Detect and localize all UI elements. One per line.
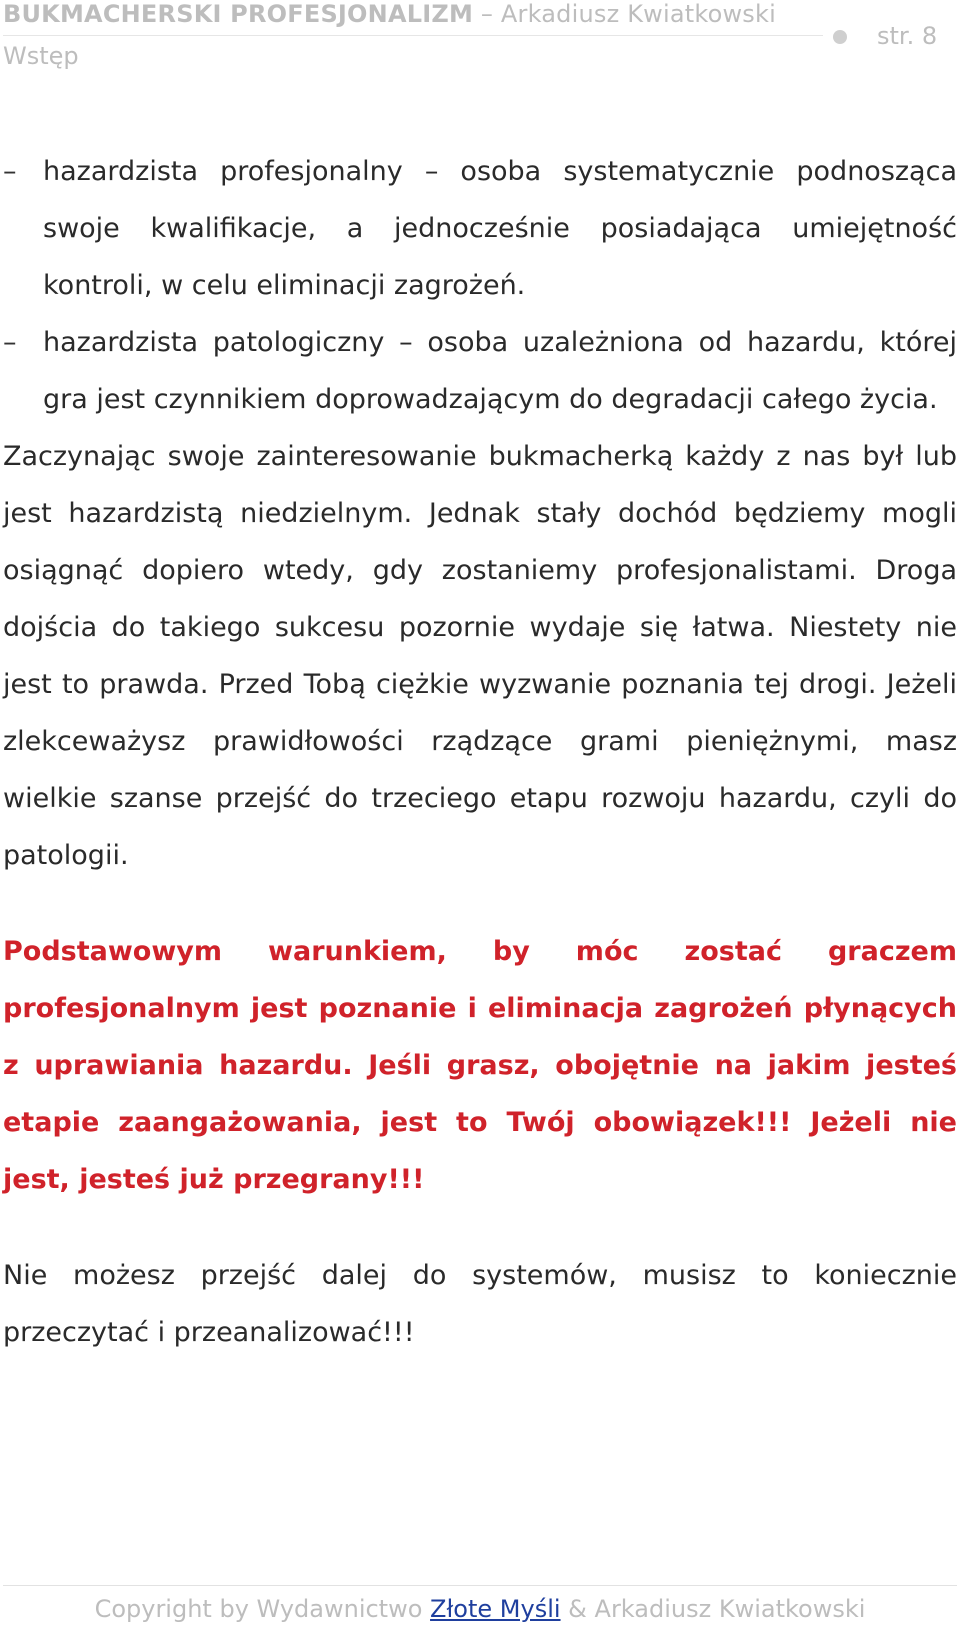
header-divider	[3, 35, 823, 36]
section-title: Wstęp	[3, 42, 79, 70]
page-footer	[0, 1595, 960, 1623]
footer-divider	[3, 1585, 957, 1586]
page-number: str. 8	[877, 22, 938, 50]
page-header	[0, 0, 960, 80]
footer-copyright-suffix: & Arkadiusz Kwiatkowski	[560, 1595, 866, 1623]
page-content	[3, 143, 957, 1400]
list-item	[3, 314, 957, 428]
paragraph-intro: Zaczynając swoje zainteresowanie bukmacherką każdy z nas był lub jest hazardzistą niedzielnym. Jednak stały dochód będziemy mogli osiągnąć dopiero wtedy, gdy zostaniemy profesjonalistami. Droga dojścia do takiego sukcesu pozornie wydaje się łatwa. Niestety nie jest to prawda. Przed Tobą ciężkie wyzwanie poznania tej drogi. Jeżeli zlekceważysz prawidłowości rządzące grami pieniężnymi, masz wielkie szanse przejść do trzeciego etapu rozwoju hazardu, czyli do patologii.	[3, 441, 957, 871]
list-item-text: hazardzista profesjonalny – osoba systematycznie podnosząca swoje kwalifikacje, a jednocześnie posiadająca umiejętność kontroli, w celu eliminacji zagrożeń.	[43, 156, 957, 301]
dash-icon: –	[3, 156, 17, 187]
document-title-author: – Arkadiusz Kwiatkowski	[473, 0, 776, 28]
bullet-dot-icon	[833, 30, 847, 44]
paragraph-emphasis: Podstawowym warunkiem, by móc zostać graczem profesjonalnym jest poznanie i eliminacja zagrożeń płynących z uprawiania hazardu. Jeśli grasz, obojętnie na jakim jesteś etapie zaangażowania, jest to Twój obowiązek!!! Jeżeli nie jest, jesteś już przegrany!!!	[3, 936, 957, 1195]
dash-icon: –	[3, 327, 17, 358]
list-item-text: hazardzista patologiczny – osoba uzależniona od hazardu, której gra jest czynnikiem doprowadzającym do degradacji całego życia.	[43, 327, 957, 415]
publisher-link[interactable]: Złote Myśli	[430, 1595, 561, 1623]
document-title-bold: BUKMACHERSKI PROFESJONALIZM	[3, 0, 474, 28]
list-item	[3, 143, 957, 314]
paragraph-closing: Nie możesz przejść dalej do systemów, musisz to koniecznie przeczytać i przeanalizować!!!	[3, 1260, 957, 1348]
document-title	[3, 0, 776, 28]
footer-copyright-prefix: Copyright by Wydawnictwo	[94, 1595, 431, 1623]
